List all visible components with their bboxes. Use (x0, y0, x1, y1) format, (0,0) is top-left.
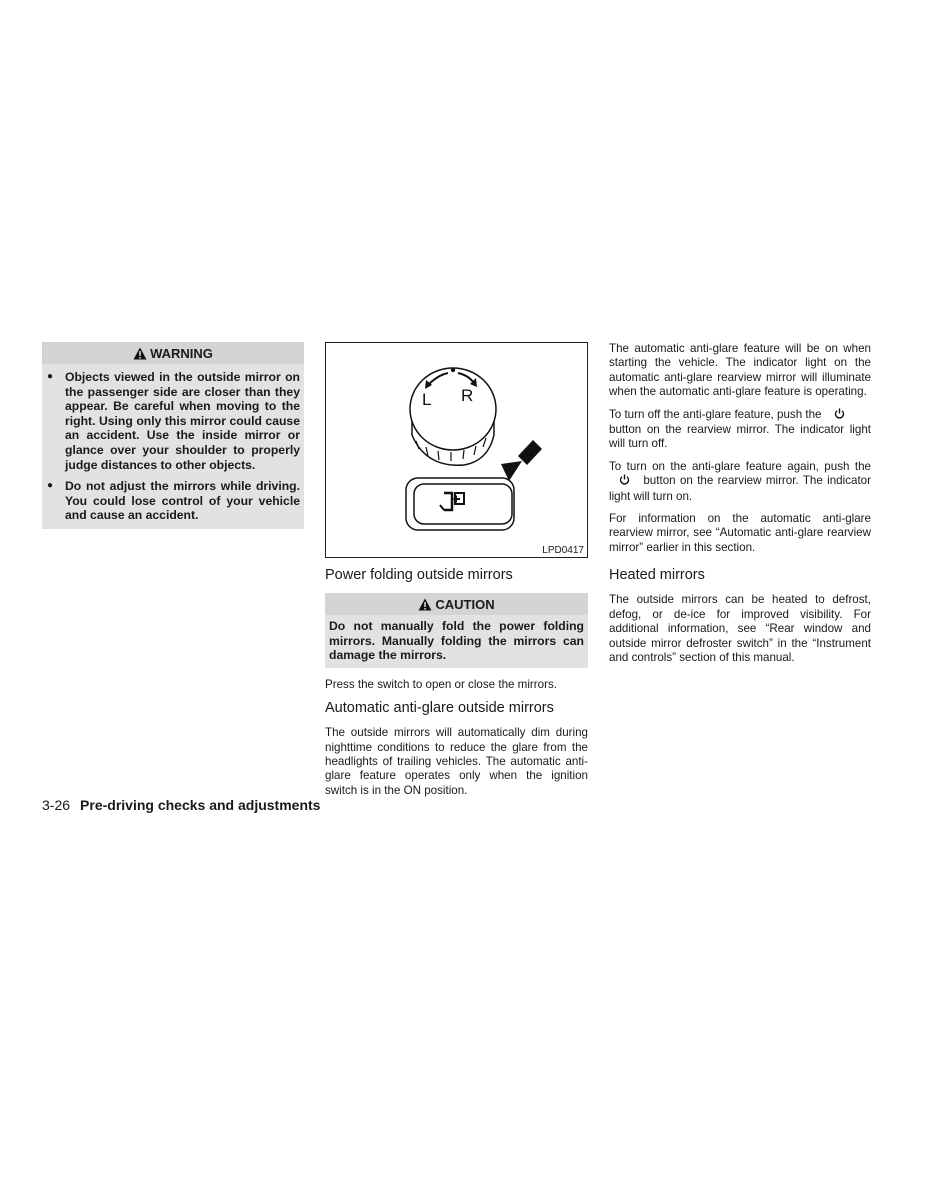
right-column (609, 342, 871, 673)
warning-header (42, 342, 304, 364)
heated-mirrors-body: The outside mirrors can be heated to defrost, defog, or de-ice for improved visibility. For additional information, see “Rear window and outside mirror defroster switch” in the “Instrument and controls” section of this manual. (609, 593, 871, 664)
anti-glare-default-text: The automatic anti-glare feature will be on when starting the vehicle. The indicator light on the automatic anti-glare rearview mirror will illuminate when the automatic anti-glare feature is operating. (609, 342, 871, 399)
anti-glare-on-text-a: To turn on the anti-glare feature again, push the (609, 459, 871, 473)
bullet-icon: ● (47, 371, 54, 382)
warning-triangle-icon (133, 347, 147, 360)
caution-text: Do not manually fold the power folding mirrors. Manually folding the mirrors can damage the mirrors. (325, 615, 588, 668)
warning-item (46, 479, 300, 523)
warning-body (42, 364, 304, 529)
warning-triangle-icon (418, 598, 432, 611)
bullet-icon: ● (47, 480, 54, 492)
power-folding-title: Power folding outside mirrors (325, 567, 513, 583)
mirror-switch-illustration (326, 343, 587, 557)
anti-glare-on-text (609, 460, 871, 504)
page-footer (42, 797, 320, 813)
chapter-title: Pre-driving checks and adjustments (80, 797, 321, 813)
knob-left-label: L (422, 390, 432, 409)
caution-box (325, 593, 588, 668)
anti-glare-on-text-b: button on the rearview mirror. The indicator light will turn on. (609, 474, 871, 503)
page-number: 3-26 (42, 797, 71, 813)
anti-glare-off-text-a: To turn off the anti-glare feature, push the (609, 407, 822, 421)
heated-mirrors-title: Heated mirrors (609, 567, 705, 584)
anti-glare-reference-text: For information on the automatic anti-glare rearview mirror, see “Automatic anti-glare rearview mirror” earlier in this section. (609, 512, 871, 554)
warning-item-text: Do not adjust the mirrors while driving. You could lose control of your vehicle and cause an accident. (65, 479, 300, 523)
anti-glare-body: The outside mirrors will automatically dim during nighttime conditions to reduce the glare from the headlights of trailing vehicles. The automatic anti-glare feature operates only when the ignition switch is in the ON position. (325, 726, 588, 797)
anti-glare-off-text (609, 408, 871, 452)
power-icon (825, 408, 855, 423)
knob-right-label: R (461, 386, 474, 405)
caution-header (325, 593, 588, 615)
left-column (42, 342, 304, 529)
arrow-icon (501, 440, 542, 481)
warning-label: WARNING (150, 346, 213, 361)
power-folding-body: Press the switch to open or close the mirrors. (325, 677, 557, 691)
warning-item (46, 370, 300, 472)
anti-glare-title: Automatic anti-glare outside mirrors (325, 700, 554, 717)
mirror-switch-figure (325, 342, 588, 558)
warning-box (42, 342, 304, 529)
warning-item-text: Objects viewed in the outside mirror on the passenger side are closer than they appear. Be careful when moving to the right. Using only this mirror could cause an accident. Use the inside mirror or glance over your shoulder to properly judge distances to other objects. (65, 370, 300, 472)
middle-column (325, 342, 588, 806)
figure-code: LPD0417 (542, 545, 584, 556)
anti-glare-off-text-b: button on the rearview mirror. The indicator light will turn off. (609, 423, 871, 451)
caution-label: CAUTION (435, 597, 495, 612)
power-icon (609, 474, 639, 489)
